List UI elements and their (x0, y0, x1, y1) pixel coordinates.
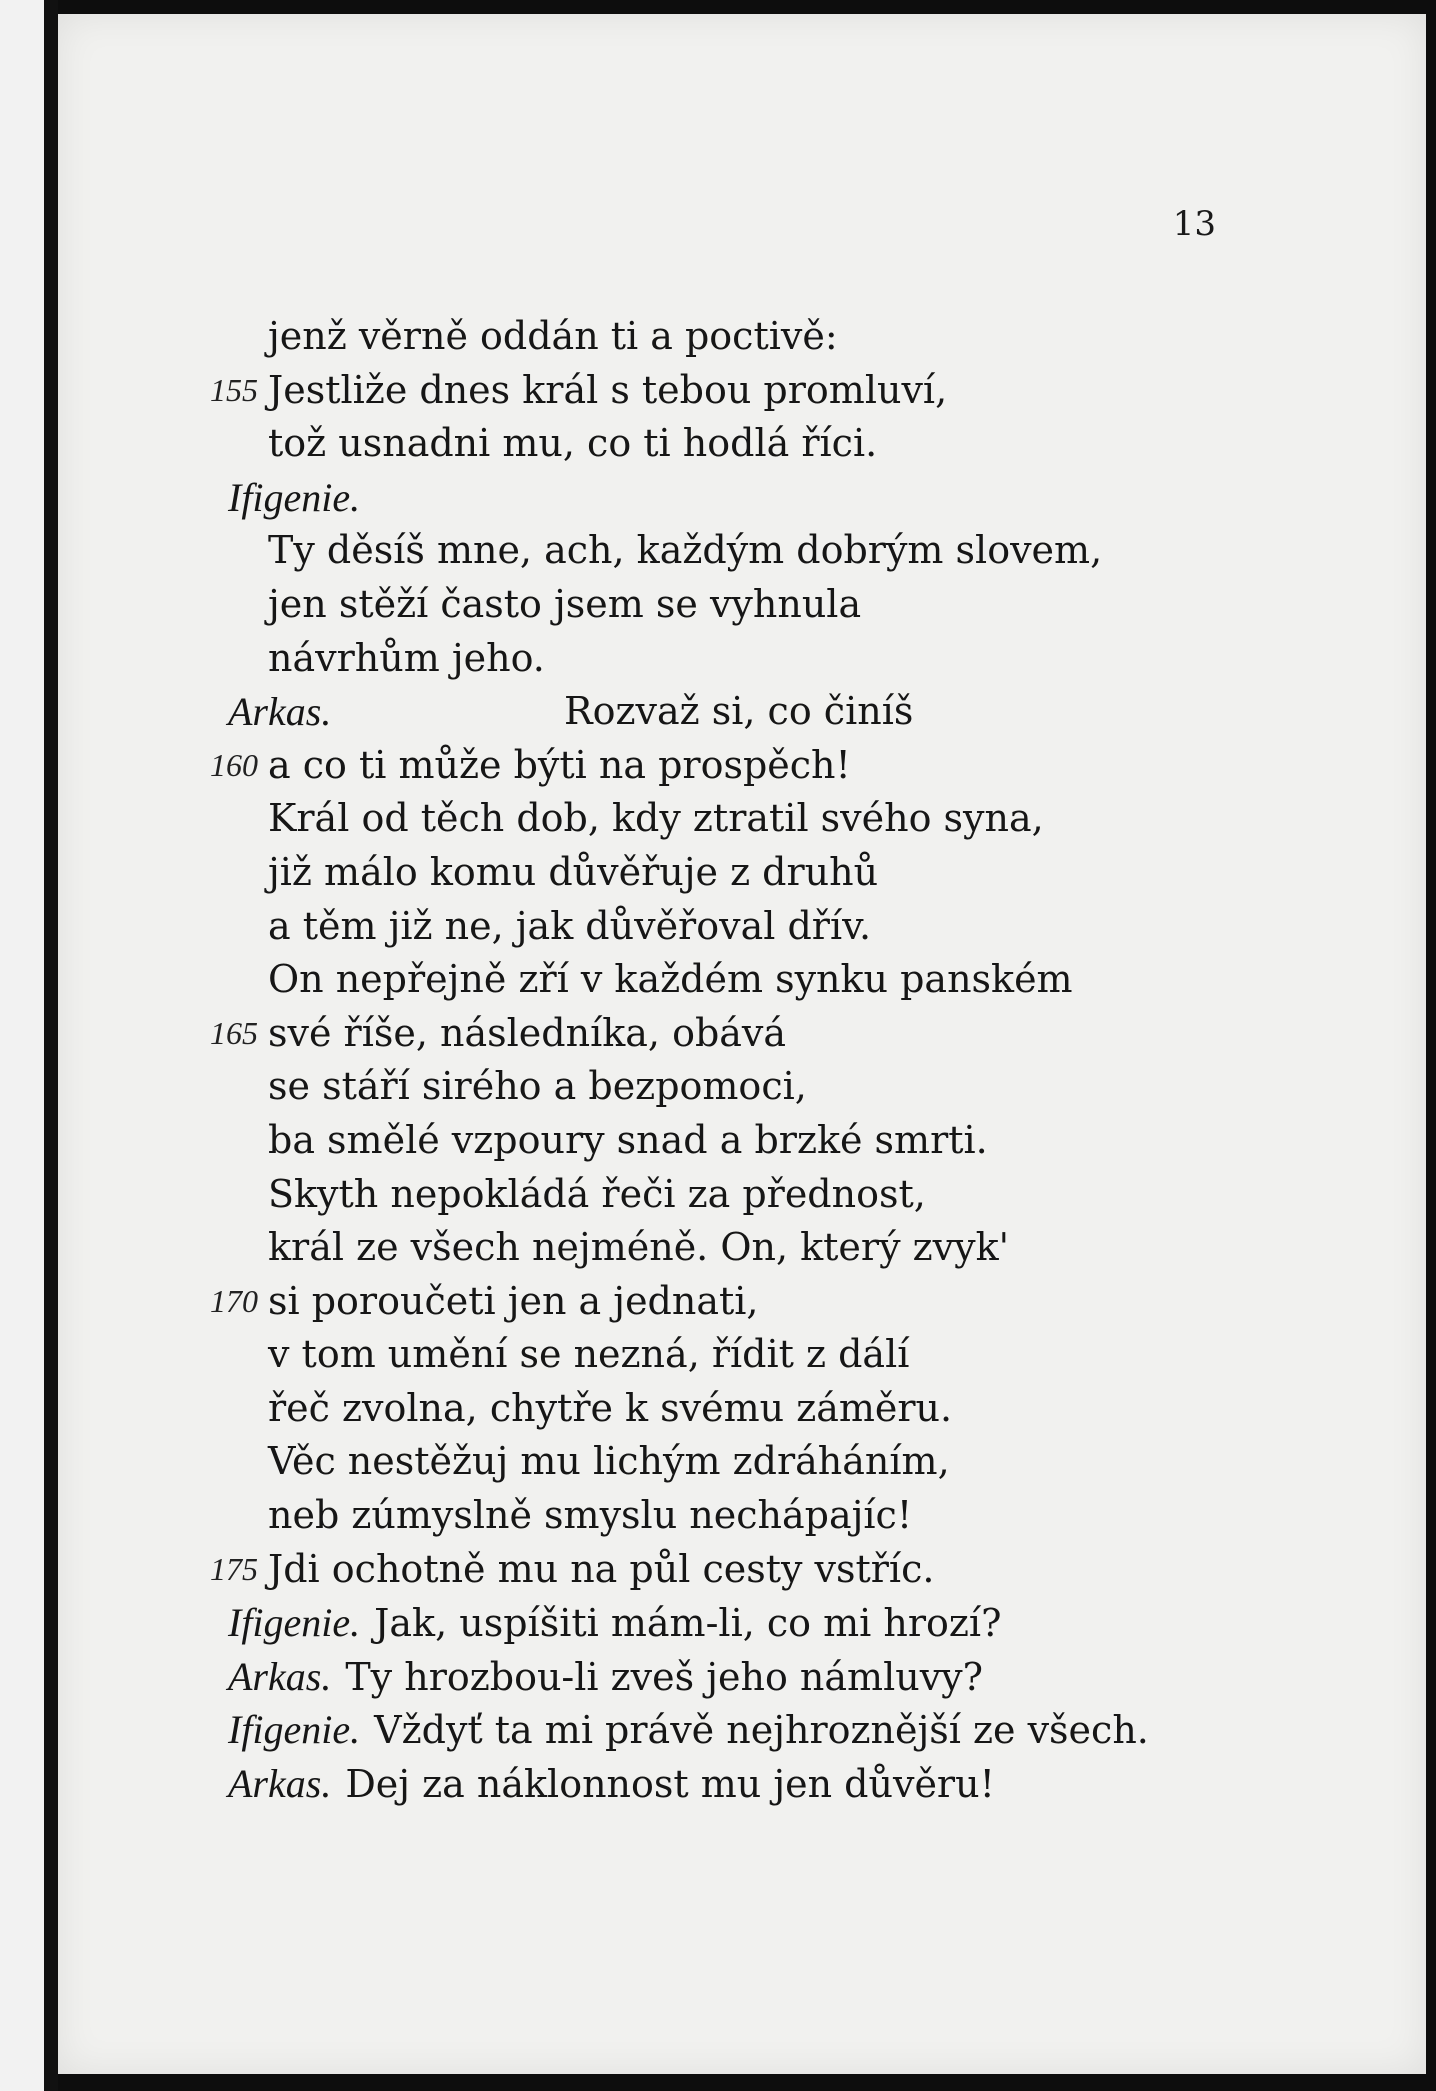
book-page (58, 14, 1426, 2074)
verse-line-text: Král od těch dob, kdy ztratil svého syna, (268, 796, 1044, 841)
verse-line (58, 685, 1426, 739)
speaker-name: Ifigenie. (228, 1707, 361, 1753)
verse-line (58, 632, 1426, 686)
verse-line-text: řeč zvolna, chytře k svému záměru. (268, 1385, 953, 1430)
verse-line-text: v tom umění se nezná, řídit z dálí (268, 1332, 910, 1377)
line-number-annotation: 165 (210, 1014, 258, 1051)
verse-line (58, 1221, 1426, 1275)
verse-line-text: Jak, uspíšiti mám-li, co mi hrozí? (374, 1601, 1002, 1646)
verse-line-text: On nepřejně zří v každém synku panském (268, 957, 1073, 1002)
verse-line (58, 1328, 1426, 1382)
verse-line-text: Ty hrozbou-li zveš jeho námluvy? (345, 1654, 984, 1699)
speaker-name: Arkas. (228, 1653, 332, 1699)
verse-line-text: Vždyť ta mi právě nejhroznější ze všech. (374, 1708, 1149, 1753)
verse-line-text: a co ti může býti na prospěch! (268, 742, 851, 787)
verse-line-text: Skyth nepokládá řeči za přednost, (268, 1171, 926, 1216)
verse-line-text: své říše, následníka, obává (268, 1010, 787, 1055)
verse-line (58, 846, 1426, 900)
speaker-name: Ifigenie. (228, 1600, 361, 1646)
verse-line-text: jen stěží často jsem se vyhnula (268, 581, 862, 626)
verse-line (58, 1275, 1426, 1329)
verse-line (58, 1703, 1426, 1757)
verse-line (58, 310, 1426, 364)
verse-line-text: se stáří sirého a bezpomoci, (268, 1064, 807, 1109)
verse-line (58, 1543, 1426, 1597)
verse-line (58, 1757, 1426, 1811)
verse-line-text: návrhům jeho. (268, 635, 545, 680)
verse-line (58, 578, 1426, 632)
speaker-name: Arkas. (228, 1761, 332, 1807)
verse-line (58, 364, 1426, 418)
verse-line (58, 953, 1426, 1007)
verse-line (58, 1650, 1426, 1704)
verse-line-text: již málo komu důvěřuje z druhů (268, 849, 879, 894)
verse-line (58, 1596, 1426, 1650)
verse-line (58, 739, 1426, 793)
verse-line (58, 1489, 1426, 1543)
verse-line-text: si poroučeti jen a jednati, (268, 1278, 759, 1323)
verse-line-text: ba smělé vzpoury snad a brzké smrti. (268, 1117, 988, 1162)
line-number-annotation: 175 (210, 1550, 258, 1587)
verse-line (58, 1382, 1426, 1436)
speaker-name: Arkas. (228, 689, 332, 735)
verse-line (58, 1060, 1426, 1114)
verse-line-text: Ty děsíš mne, ach, každým dobrým slovem, (268, 528, 1103, 573)
verse-line-text: tož usnadni mu, co ti hodlá říci. (268, 421, 878, 466)
verse-line (58, 1168, 1426, 1222)
verse-line-text: Rozvaž si, co činíš (564, 689, 914, 734)
verse-line (58, 1007, 1426, 1061)
verse-line-text: a těm již ne, jak důvěřoval dřív. (268, 903, 872, 948)
verse-line (58, 524, 1426, 578)
facing-page-edge (0, 0, 58, 2091)
verse-text (58, 310, 1426, 1811)
verse-line-text: neb zúmyslně smyslu nechápajíc! (268, 1493, 913, 1538)
verse-line (58, 471, 1426, 525)
line-number-annotation: 160 (210, 746, 258, 783)
verse-line-text: Věc nestěžuj mu lichým zdráháním, (268, 1439, 950, 1484)
verse-line (58, 900, 1426, 954)
line-number-annotation: 170 (210, 1282, 258, 1319)
verse-line-text: jenž věrně oddán ti a poctivě: (268, 314, 838, 358)
verse-line-text: Jestliže dnes král s tebou promluví, (268, 367, 948, 412)
line-number-annotation: 155 (210, 371, 258, 408)
verse-line-text: Jdi ochotně mu na půl cesty vstříc. (268, 1546, 935, 1591)
page-number: 13 (1172, 204, 1216, 244)
verse-line (58, 1114, 1426, 1168)
verse-line-text: král ze všech nejméně. On, který zvyk' (268, 1225, 1010, 1270)
verse-line (58, 1435, 1426, 1489)
speaker-name: Ifigenie. (228, 474, 361, 520)
verse-line (58, 417, 1426, 471)
verse-line (58, 792, 1426, 846)
verse-line-text: Dej za náklonnost mu jen důvěru! (345, 1762, 995, 1807)
